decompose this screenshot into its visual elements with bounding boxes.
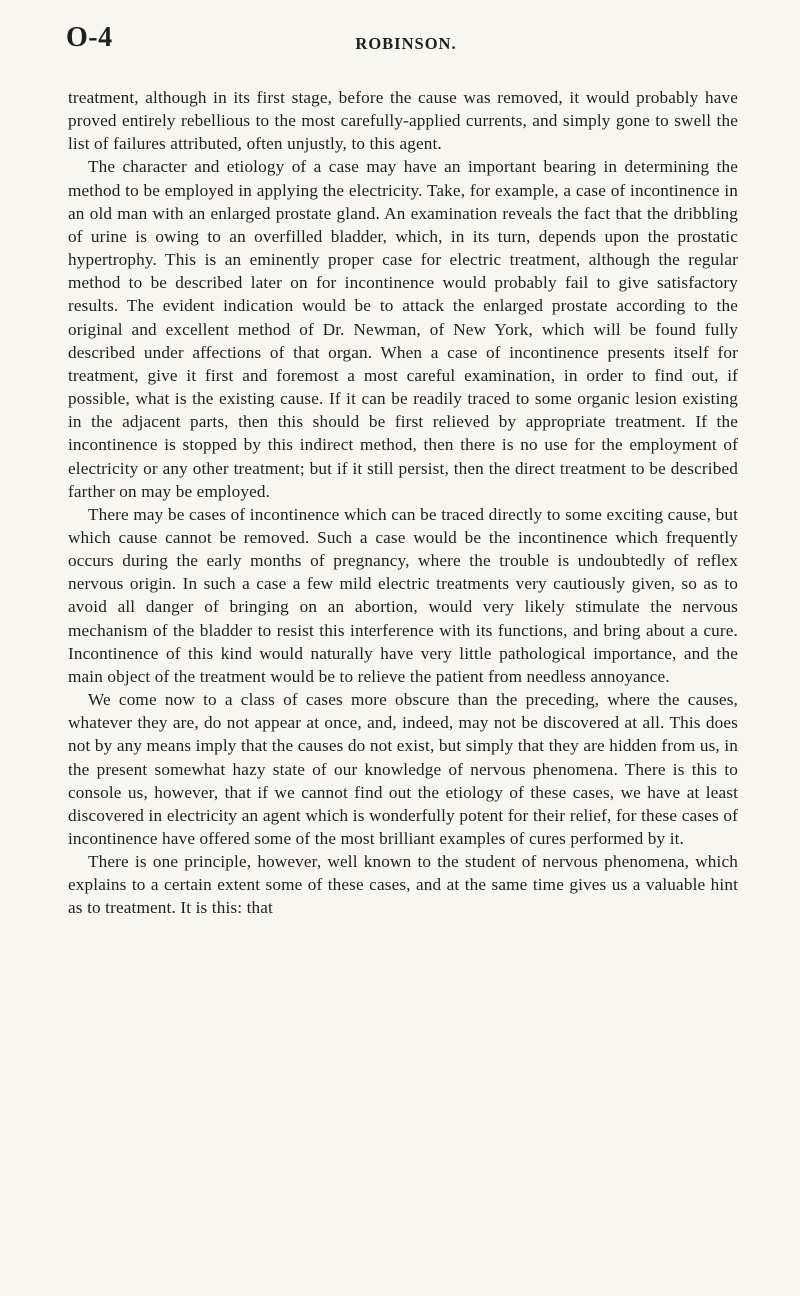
paragraph-5: There is one principle, however, well known to the student of nervous phenomena, which explains to a certain extent some of these cases, and at the same time gives us a valuable hint as to treatment. It is this: that: [68, 852, 738, 918]
paragraph-2: The character and etiology of a case may have an important bearing in determining the method to be employed in applying the electricity. Take, for example, a case of incontinence in an old man with an enlarged prostate gland. An examination reveals the fact that the dribbling of urine is owing to an overfilled bladder, which, in its turn, depends upon the prostatic hypertrophy. This is an eminently proper case for electric treatment, although the regular method to be described later on for incontinence would probably fail to give satisfactory results. The evident indication would be to attack the enlarged prostate according to the original and excellent method of Dr. Newman, of New York, which will be found fully described under affections of that organ. When a case of incontinence presents itself for treatment, give it first and foremost a most careful examination, in order to find out, if possible, what is the existing cause. If it can be readily traced to some organic lesion existing in the adjacent parts, then this should be first relieved by appropriate treatment. If the incontinence is stopped by this indirect method, then there is no use for the employment of electricity or any other treatment; but if it still persist, then the direct treatment to be described farther on may be employed.: [68, 157, 738, 501]
page-number: O-4: [66, 22, 113, 53]
paragraph-4: We come now to a class of cases more obscure than the preceding, where the causes, whatever they are, do not appear at once, and, indeed, may not be discovered at all. This does not by any means imply that the causes do not exist, but simply that they are hidden from us, in the present somewhat hazy state of our knowledge of nervous phenomena. There is this to console us, however, that if we cannot find out the etiology of these cases, we have at least discovered in electricity an agent which is wonderfully potent for their relief, for these cases of incontinence have offered some of the most brilliant examples of cures performed by it.: [68, 690, 738, 848]
paragraph-3: There may be cases of incontinence which can be traced directly to some exciting cause, but which cause cannot be removed. Such a case would be the incontinence which frequently occurs during the early months of pregnancy, where the trouble is undoubtedly of reflex nervous origin. In such a case a few mild electric treatments very cautiously given, so as to avoid all danger of bringing on an abortion, would very likely stimulate the nervous mechanism of the bladder to resist this interference with its functions, and bring about a cure. Incontinence of this kind would naturally have very little pathological importance, and the main object of the treatment would be to relieve the patient from needless annoyance.: [68, 504, 738, 686]
page-header: [66, 22, 746, 62]
body-text: [68, 86, 738, 920]
running-head: ROBINSON.: [355, 34, 457, 53]
paragraph-1: treatment, although in its first stage, before the cause was removed, it would probably have proved entirely rebellious to the most carefully-applied currents, and simply gone to swell the list of failures attributed, often unjustly, to this agent.: [68, 88, 738, 154]
